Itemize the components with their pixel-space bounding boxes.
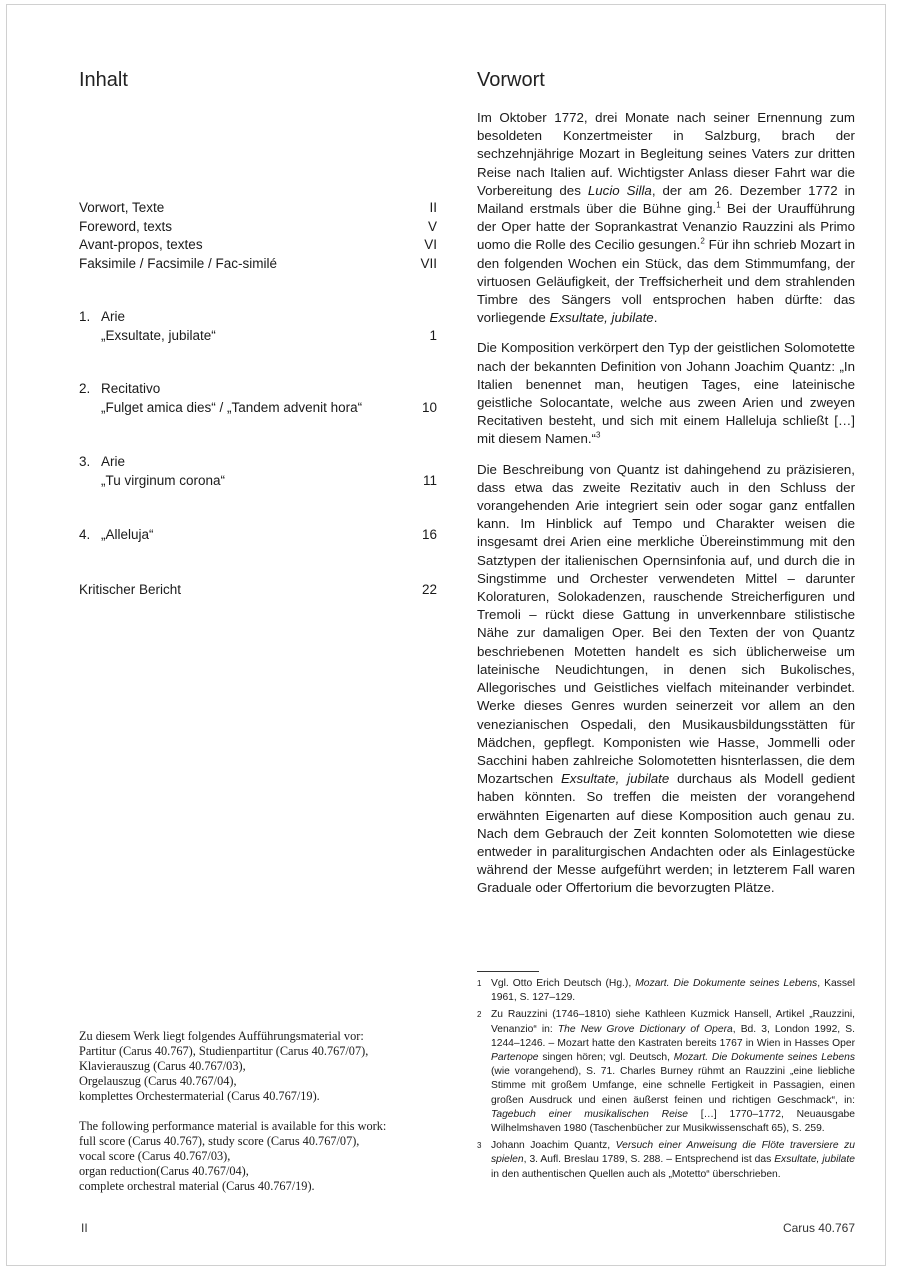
toc-label: Foreword, texts xyxy=(79,218,173,234)
toc-title: Recitativo xyxy=(101,381,161,396)
page-number: II xyxy=(81,1221,88,1235)
text-line: Partitur (Carus 40.767), Studienpartitur (Carus 40.767/07), xyxy=(79,1044,369,1058)
footnote-ref[interactable]: 3 xyxy=(595,431,601,441)
paragraph: Die Komposition verkörpert den Typ der geistlichen Solomotette nach der bekannten Definition von Johann Joachim Quantz: „In Italien benennet man, heutigen Tages, eine lateinische geistliche Solocantate, welche aus zween Arien und zweyen Recitativen besteht, und sich mit einem Halleluja schließt […] mit diesem Namen.“$^3$ xyxy=(477,340,855,447)
toc-page: 22 xyxy=(421,582,437,597)
footnote-number: 2 xyxy=(477,1010,482,1020)
text-line: Zu diesem Werk liegt folgendes Aufführungsmaterial vor: xyxy=(79,1029,364,1043)
footnote: 2 Zu Rauzzini (1746–1810) siehe Kathleen Kuzmick Hansell, Artikel „Rauzzini, Venanzio“ in: The New Grove Dictionary of Opera, Bd. 3, London 1992, S. 1244–1246. – Mozart hatte den Kastraten bereits 1767 in Wien in Hasses Oper Partenope singen hören; vgl. Deutsch, Mozart. Die Dokumente seines Lebens (wie vorangehend), S. 71. Charles Burney rühmt an Rauzzini „eine liebliche Stimme mit großem Umfange, eine schnelle Fertigkeit in Passagien, einen großen Ausdruck und einen äußerst feinen und richtigen Geschmack“, in: Tagebuch einer musikalischen Reise […] 1770–1772, Neuausgabe Wilhelmshaven 1980 (Taschenbücher zur Musikwissenschaft 65), S. 259. xyxy=(477,1008,855,1136)
footnote-number: 3 xyxy=(477,1141,482,1151)
toc-number: 3. xyxy=(79,454,91,469)
toc-entry[interactable] xyxy=(79,199,437,218)
paragraph: Die Beschreibung von Quantz ist dahingehend zu präzisieren, dass etwa das zweite Rezitativ auch in den Schluss der vorangehenden Arie integriert sein oder sogar ganz entfallen kann. Im Hinblick auf Tempo und Charakter weisen die insgesamt drei Arien eine merkliche Übereinstimmung mit den Satztypen der italienischen Opernsinfonia auf, und durch die in Singstimme und Orchester verwendeten Mittel – darunter Koloraturen, Solokadenzen, rauschende Streicherfiguren und Tremoli – rückt diese Gattung in unverkennbare stilistische Nähe zur damaligen Oper. Bei den Texten der von Quantz beschriebenen Motetten handelt es sich üblicherweise um lateinische Neudichtungen, in denen sich Bukolisches, Allegorisches und Geistliches vielfach miteinander verbindet. Werke dieses Genres wurden seinerzeit vor allem an den venezianischen Ospedali, den Musikausbildungsstätten für Mädchen, gepflegt. Komponisten wie Hasse, Jommelli oder Sacchini haben zahlreiche Solomotetten hisnterlassen, die dem Mozartschen Exsultate, jubilate durchaus als Modell gedient haben könnten. So treffen die meisten der vorangehend erwähnten Eigenarten auf diese Komposition auch genau zu. Nach dem Gebrauch der Zeit konnten Solomotetten wie diese entweder in paraliturgischen Andachten oder als Einlagestücke während der Messe aufgeführt werden; in letzterem Fall waren Graduale oder Offertorium die bevorzugten Plätze. xyxy=(477,461,855,896)
toc-page: 1 xyxy=(429,327,437,343)
toc-page: 11 xyxy=(422,472,437,488)
text-line: full score (Carus 40.767), study score (Carus 40.767/07), xyxy=(79,1134,360,1148)
toc-subtitle: „Tu virginum corona“ xyxy=(101,472,226,488)
toc-page: 16 xyxy=(421,527,437,542)
footnote: 3 Johann Joachim Quantz, Versuch einer Anweisung die Flöte traversiere zu spielen, 3. Aufl. Breslau 1789, S. 288. – Entsprechend ist das Exsultate, jubilate in den authentischen Quellen auch als „Motetto“ überschrieben. xyxy=(477,1139,855,1182)
toc-number: 4. xyxy=(79,527,91,542)
footnote-divider xyxy=(477,971,539,972)
performance-material-en xyxy=(79,1119,449,1194)
toc-title: Arie xyxy=(101,309,126,324)
toc-title: „Alleluja“ xyxy=(101,527,154,542)
footnote-ref[interactable]: 1 xyxy=(716,200,721,210)
text-line: komplettes Orchestermaterial (Carus 40.767/19). xyxy=(79,1089,320,1103)
toc-critical-report[interactable] xyxy=(79,581,437,600)
toc-page: 10 xyxy=(421,399,437,415)
text-line: organ reduction(Carus 40.767/04), xyxy=(79,1164,249,1178)
footnote-number: 1 xyxy=(477,979,482,988)
toc-page: II xyxy=(429,200,437,215)
toc-movement-1[interactable] xyxy=(79,308,437,345)
paragraph: Im Oktober 1772, drei Monate nach seiner Ernennung zum besoldeten Konzertmeister in Salzburg, brach der sechzehnjährige Mozart in Begleitung seines Vaters zur dritten Reise nach Italien auf. Wichtigster Anlass dieser Fahrt war die Vorbereitung des Lucio Silla, der am 26. Dezember 1772 in Mailand erstmals über die Bühne ging.$^1$ Bei der Uraufführung der Oper hatte der Soprankastrat Venanzio Rauzzini als Primo uomo die Rolle des Cecilio gesungen.$^2$ Für ihn schrieb Mozart in den folgenden Wochen ein Stück, das dem Stimmumfang, der virtuosen Geläufigkeit, der Treffsicherheit und dem strahlenden Timbre des Sängers voll entsprochen haben dürfte: das vorliegende Exsultate, jubilate. xyxy=(477,110,856,326)
text-line: The following performance material is available for this work: xyxy=(79,1119,387,1133)
toc-movement-3[interactable] xyxy=(79,453,437,490)
contents-heading: Inhalt xyxy=(79,69,128,91)
footnote-ref[interactable]: 2 xyxy=(700,237,705,246)
toc-number: 2. xyxy=(79,381,91,396)
text-line: vocal score (Carus 40.767/03), xyxy=(79,1149,231,1163)
toc-label: Faksimile / Facsimile / Fac-similé xyxy=(79,255,278,271)
toc-subtitle: „Fulget amica dies“ / „Tandem advenit hora“ xyxy=(101,399,363,415)
preface-heading: Vorwort xyxy=(477,69,545,91)
toc-front-matter xyxy=(79,199,437,273)
footnotes xyxy=(477,977,855,1185)
toc-entry[interactable] xyxy=(79,255,437,274)
toc-movement-4[interactable] xyxy=(79,526,437,545)
performance-material-de xyxy=(79,1029,449,1104)
toc-page: V xyxy=(427,218,437,234)
toc-subtitle: „Exsultate, jubilate“ xyxy=(101,327,216,343)
toc-page: VII xyxy=(420,255,437,271)
preface-body xyxy=(477,109,855,910)
toc-movement-2[interactable] xyxy=(79,380,437,417)
toc-entry[interactable] xyxy=(79,236,437,255)
toc-page: VI xyxy=(424,237,437,252)
text-line: complete orchestral material (Carus 40.767/19). xyxy=(79,1179,315,1193)
catalog-number: Carus 40.767 xyxy=(782,1221,855,1235)
text-line: Klavierauszug (Carus 40.767/03), xyxy=(79,1059,246,1073)
toc-entry[interactable] xyxy=(79,218,437,237)
toc-label: Vorwort, Texte xyxy=(79,200,165,215)
toc-label: Kritischer Bericht xyxy=(79,582,182,597)
footnote: 1 Vgl. Otto Erich Deutsch (Hg.), Mozart. Die Dokumente seines Lebens, Kassel 1961, S. 127–129. xyxy=(477,977,855,1005)
toc-label: Avant-propos, textes xyxy=(79,237,203,252)
text-line: Orgelauszug (Carus 40.767/04), xyxy=(79,1074,237,1088)
toc-title: Arie xyxy=(101,454,126,469)
document-page xyxy=(6,4,886,1266)
toc-number: 1. xyxy=(79,309,91,324)
